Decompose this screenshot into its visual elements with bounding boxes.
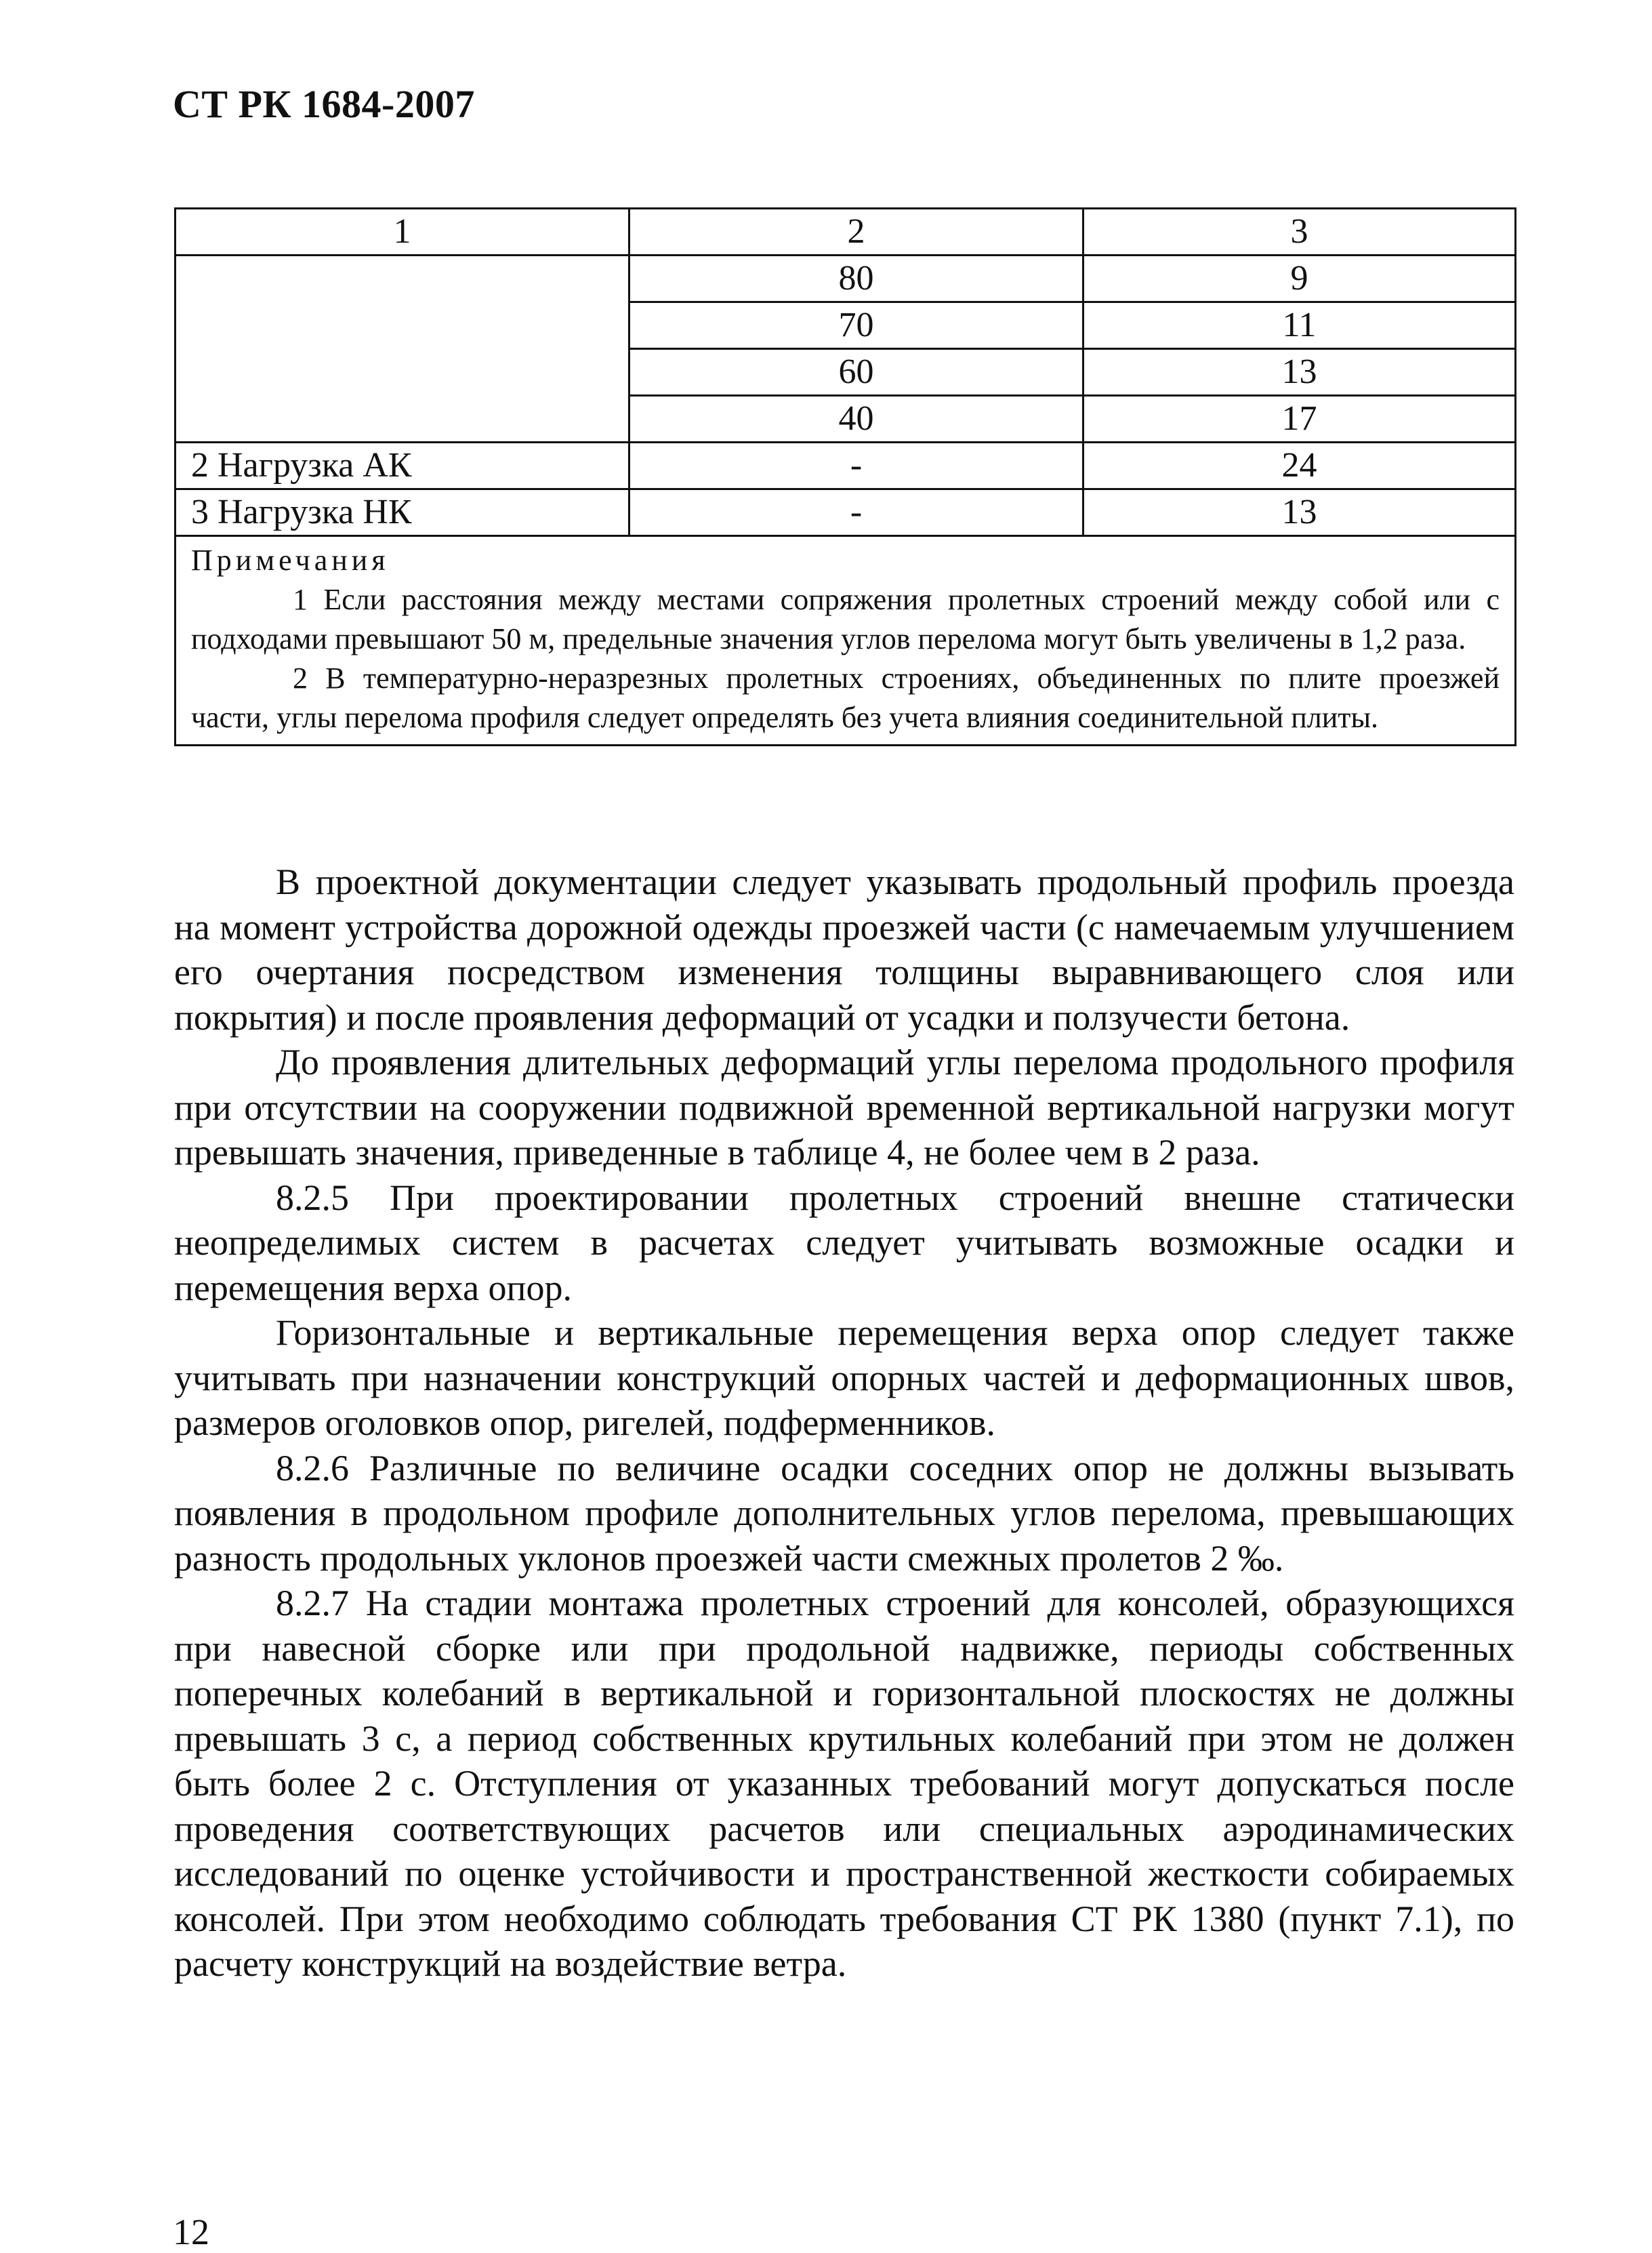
table-notes — [175, 536, 1516, 746]
table-cell-load-type: 3 Нагрузка НК — [175, 489, 629, 536]
table-cell: 70 — [629, 302, 1083, 349]
deflection-angle-table — [174, 207, 1516, 746]
paragraph: 8.2.6 Различные по величине осадки соседних опор не должны вызывать появления в продольном профиле дополнительных углов перелома, превышающих разность продольных уклонов проезжей части смежных пролетов 2 ‰. — [174, 1447, 1514, 1579]
document-code-header: СТ РК 1684-2007 — [173, 82, 475, 126]
table-cell: 80 — [629, 256, 1083, 302]
table-cell: - — [629, 443, 1083, 489]
table-cell: 13 — [1083, 349, 1516, 396]
note-item: 2 В температурно-неразрезных пролетных строениях, объединенных по плите проезжей части, углы перелома профиля следует определять без учета влияния соединительной плиты. — [191, 662, 1500, 734]
table-header-cell: 2 — [629, 209, 1083, 256]
note-item: 1 Если расстояния между местами сопряжения пролетных строений между собой или с подходами превышают 50 м, предельные значения углов перелома могут быть увеличены в 1,2 раза. — [191, 583, 1500, 655]
table-cell: 40 — [629, 396, 1083, 443]
paragraph: Горизонтальные и вертикальные перемещения верха опор следует также учитывать при назначении конструкций опорных частей и деформационных швов, размеров оголовков опор, ригелей, подферменников. — [174, 1312, 1514, 1443]
table-cell: 17 — [1083, 396, 1516, 443]
page-number: 12 — [173, 2212, 209, 2252]
table-header-cell: 1 — [175, 209, 629, 256]
table-cell: - — [629, 489, 1083, 536]
table-cell-empty — [175, 256, 629, 443]
table-notes-row — [175, 536, 1516, 746]
table-cell: 9 — [1083, 256, 1516, 302]
table-cell: 60 — [629, 349, 1083, 396]
paragraph: В проектной документации следует указывать продольный профиль проезда на момент устройства дорожной одежды проезжей части (с намечаемым улучшением его очертания посредством изменения толщины выравнивающего слоя или покрытия) и после проявления деформаций от усадки и ползучести бетона. — [174, 861, 1514, 1038]
table-cell: 24 — [1083, 443, 1516, 489]
table-row — [175, 256, 1516, 302]
table-header-cell: 3 — [1083, 209, 1516, 256]
table-row — [175, 443, 1516, 489]
notes-title: Примечания — [191, 544, 390, 577]
table-header-row — [175, 209, 1516, 256]
table-cell-load-type: 2 Нагрузка АК — [175, 443, 629, 489]
paragraph: 8.2.5 При проектировании пролетных строений внешне статически неопределимых систем в расчетах следует учитывать возможные осадки и перемещения верха опор. — [174, 1177, 1514, 1308]
table-cell: 11 — [1083, 302, 1516, 349]
paragraph: 8.2.7 На стадии монтажа пролетных строений для консолей, образующихся при навесной сборке или при продольной надвижке, периоды собственных поперечных колебаний в вертикальной и горизонтальной плоскостях не должны превышать 3 с, а период собственных крутильных колебаний при этом не должен быть более 2 с. Отступления от указанных требований могут допускаться после проведения соответствующих расчетов или специальных аэродинамических исследований по оценке устойчивости и пространственной жесткости собираемых консолей. При этом необходимо соблюдать требования СТ РК 1380 (пункт 7.1), по расчету конструкций на воздействие ветра. — [174, 1583, 1514, 1984]
paragraph: До проявления длительных деформаций углы перелома продольного профиля при отсутствии на сооружении подвижной временной вертикальной нагрузки могут превышать значения, приведенные в таблице 4, не более чем в 2 раза. — [174, 1042, 1514, 1173]
table-row — [175, 489, 1516, 536]
body-text — [174, 859, 1514, 1987]
table-cell: 13 — [1083, 489, 1516, 536]
